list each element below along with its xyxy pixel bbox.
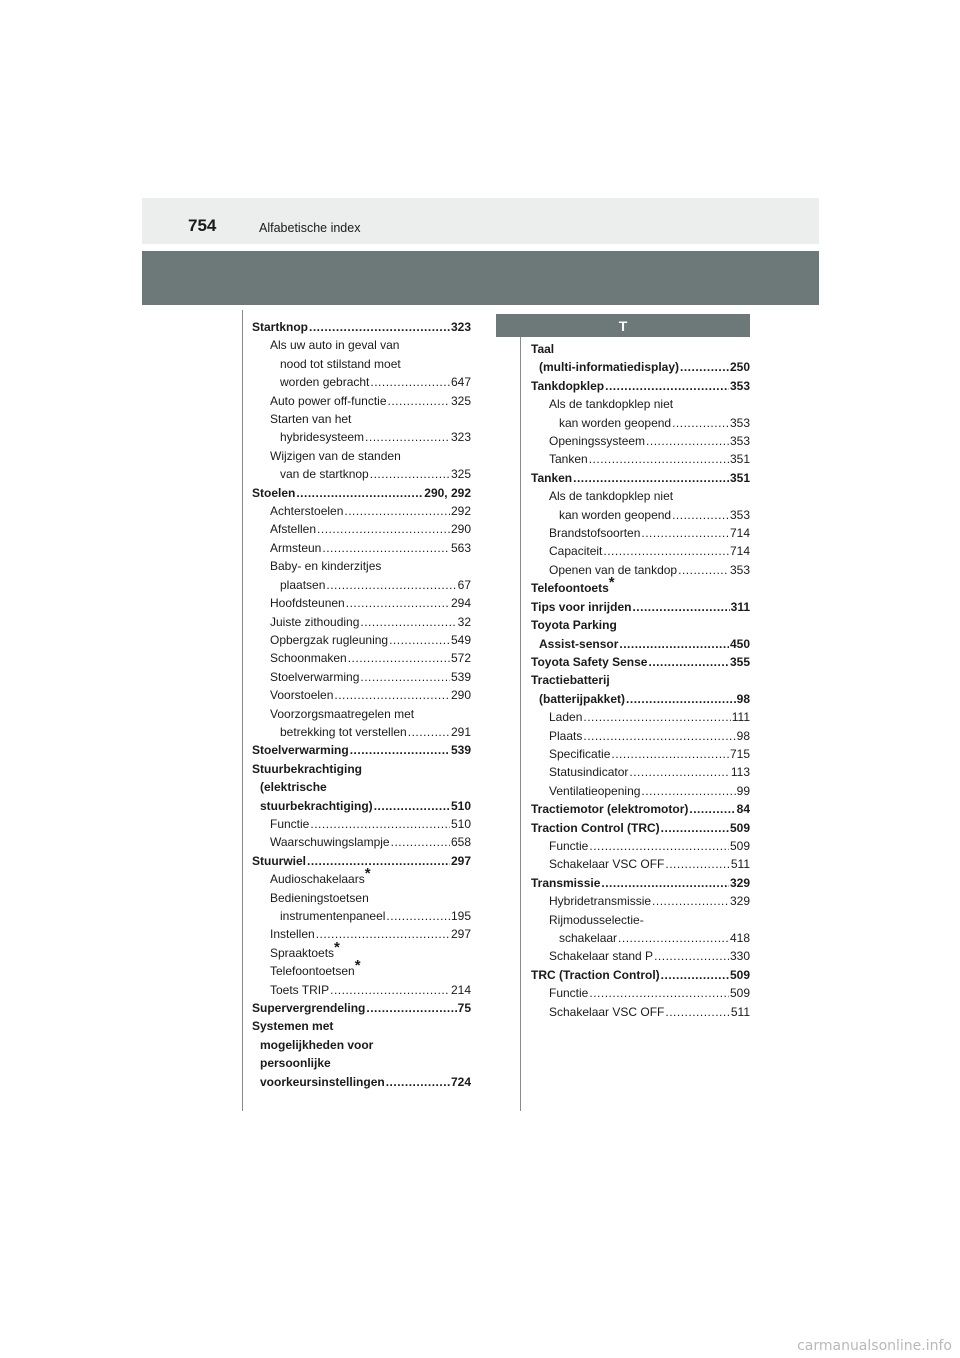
index-entry: [531, 635, 750, 653]
dot-leader: [678, 561, 729, 579]
dot-leader: [573, 469, 729, 487]
index-term: TRC (Traction Control): [531, 967, 660, 982]
index-subentry: [531, 487, 750, 505]
index-subentry: [252, 981, 471, 999]
page-reference: 330: [729, 949, 750, 964]
index-entry: [252, 1073, 471, 1091]
index-subentry: [252, 649, 471, 667]
index-term: hybridesysteem: [280, 430, 365, 445]
index-subentry: [531, 745, 750, 763]
index-term: plaatsen: [280, 577, 326, 592]
index-entry: [531, 874, 750, 892]
index-entry: [531, 819, 750, 837]
dot-leader: [334, 686, 450, 704]
index-term: Statusindicator: [549, 765, 629, 780]
dot-leader: [307, 852, 450, 870]
dot-leader: [641, 524, 729, 542]
index-subentry: [252, 705, 471, 723]
index-term: Audioschakelaars: [270, 872, 365, 887]
page-reference: 292: [450, 504, 471, 519]
index-subentry: [531, 727, 750, 745]
index-entry: [252, 999, 471, 1017]
page-reference: 290: [450, 522, 471, 537]
letter-heading-t: T: [496, 314, 750, 337]
index-subentry: [252, 925, 471, 943]
index-term: persoonlijke: [260, 1056, 331, 1071]
dot-leader: [360, 668, 450, 686]
index-term: Schakelaar VSC OFF: [549, 857, 665, 872]
index-subentry: [252, 956, 471, 980]
index-term: Schoonmaken: [270, 651, 347, 666]
index-subentry: [252, 520, 471, 538]
footnote-star-icon: *: [334, 938, 340, 956]
dot-leader: [370, 465, 450, 483]
index-term: Transmissie: [531, 875, 601, 890]
page-reference: 113: [730, 765, 750, 780]
index-subentry: [531, 506, 750, 524]
dot-leader: [680, 358, 729, 376]
index-subentry: [531, 542, 750, 560]
index-term: Tanken: [531, 470, 573, 485]
index-term: Toyota Parking: [531, 618, 617, 633]
index-term: Spraaktoets: [270, 945, 335, 960]
index-term: Brandstofsoorten: [549, 526, 641, 541]
index-subentry: [252, 392, 471, 410]
dot-leader: [603, 542, 729, 560]
page-reference: 509: [729, 838, 750, 853]
page-reference: 658: [450, 835, 471, 850]
dot-leader: [641, 782, 735, 800]
index-subentry: [531, 524, 750, 542]
index-entry: [252, 741, 471, 759]
index-subentry: [252, 864, 471, 888]
index-entry: [531, 358, 750, 376]
dot-leader: [648, 653, 728, 671]
index-entry: [531, 469, 750, 487]
index-entry: [252, 484, 471, 502]
page-reference: 250: [729, 360, 750, 375]
index-subentry: [252, 465, 471, 483]
index-term: Als uw auto in geval van: [270, 338, 400, 353]
index-subentry: [252, 833, 471, 851]
index-term: betrekking tot verstellen: [280, 724, 407, 739]
page-reference: 353: [729, 434, 750, 449]
page-reference: 291: [450, 724, 471, 739]
page-reference: 351: [729, 470, 750, 485]
index-entry: [252, 797, 471, 815]
index-term: Hybridetransmissie: [549, 894, 652, 909]
dot-leader: [661, 819, 729, 837]
index-subentry: [531, 561, 750, 579]
index-entry: [531, 671, 750, 689]
page-reference: 325: [450, 393, 471, 408]
dot-leader: [374, 797, 450, 815]
index-term: Schakelaar stand P: [549, 949, 654, 964]
index-subentry: [252, 594, 471, 612]
page-reference: 84: [736, 802, 750, 817]
page-reference: 323: [450, 430, 471, 445]
dot-leader: [583, 708, 730, 726]
index-subentry: [531, 947, 750, 965]
dot-leader: [689, 800, 735, 818]
page-reference: 290, 292: [424, 485, 471, 500]
index-subentry: [531, 911, 750, 929]
page-reference: 563: [450, 540, 471, 555]
index-term: Openingssysteem: [549, 434, 646, 449]
dot-leader: [661, 966, 729, 984]
index-subentry: [531, 892, 750, 910]
index-term: Voorstoelen: [270, 688, 334, 703]
page-reference: 297: [450, 927, 471, 942]
index-entry: [252, 1036, 471, 1054]
index-term: Stuurbekrachtiging: [252, 761, 363, 776]
index-entry: [531, 616, 750, 634]
index-subentry: [252, 576, 471, 594]
index-subentry: [252, 336, 471, 354]
index-term: Functie: [270, 816, 310, 831]
index-term: Assist-sensor: [539, 636, 619, 651]
dot-leader: [629, 763, 729, 781]
page-reference: 511: [730, 1004, 750, 1019]
index-entry: [252, 852, 471, 870]
index-subentry: [252, 889, 471, 907]
page-reference: 111: [731, 710, 750, 725]
index-term: mogelijkheden voor: [260, 1037, 374, 1052]
index-entry: [531, 340, 750, 358]
dot-leader: [665, 1003, 729, 1021]
index-subentry: [531, 929, 750, 947]
index-subentry: [252, 686, 471, 704]
page-reference: 214: [450, 982, 471, 997]
index-entry: [252, 318, 471, 336]
index-subentry: [252, 355, 471, 373]
index-term: Traction Control (TRC): [531, 820, 660, 835]
index-subentry: [252, 668, 471, 686]
watermark: carmanualsonline.info: [797, 1338, 952, 1354]
index-entry: [531, 653, 750, 671]
page-reference: 353: [729, 378, 750, 393]
page-reference: 67: [457, 577, 471, 592]
page-reference: 98: [736, 691, 750, 706]
index-term: Achterstoelen: [270, 504, 344, 519]
dot-leader: [626, 690, 736, 708]
index-entry: [252, 778, 471, 796]
index-subentry: [531, 1003, 750, 1021]
dot-leader: [370, 373, 450, 391]
index-term: Juiste zithouding: [270, 614, 360, 629]
index-term: voorkeursinstellingen: [260, 1074, 385, 1089]
index-subentry: [252, 815, 471, 833]
index-term: Wijzigen van de standen: [270, 448, 401, 463]
dot-leader: [309, 318, 450, 336]
index-subentry: [531, 395, 750, 413]
page-reference: 539: [450, 743, 471, 758]
index-term: Waarschuwingslampje: [270, 835, 390, 850]
index-entry: [531, 800, 750, 818]
index-term: Ventilatieopening: [549, 783, 641, 798]
page-reference: 323: [450, 320, 471, 334]
page-reference: 539: [450, 669, 471, 684]
page-reference: 510: [450, 816, 471, 831]
index-subentry: [531, 414, 750, 432]
index-term: Functie: [549, 986, 589, 1001]
dot-leader: [350, 741, 450, 759]
index-term: Stoelverwarming: [270, 669, 360, 684]
header-band: [142, 198, 819, 244]
dot-leader: [391, 833, 450, 851]
index-term: kan worden geopend: [559, 415, 672, 430]
index-subentry: [531, 855, 750, 873]
index-subentry: [252, 373, 471, 391]
page-reference: 509: [729, 986, 750, 1001]
dot-leader: [366, 999, 456, 1017]
index-term: Laden: [549, 710, 583, 725]
index-term: Auto power off-functie: [270, 393, 387, 408]
footnote-star-icon: *: [354, 956, 361, 974]
index-entry: [531, 377, 750, 395]
index-entry: [531, 598, 750, 616]
index-subentry: [531, 432, 750, 450]
dot-leader: [296, 484, 423, 502]
index-term: (batterijpakket): [539, 691, 626, 706]
dot-leader: [389, 631, 450, 649]
index-subentry: [531, 708, 750, 726]
page-reference: 510: [450, 798, 471, 813]
page-reference: 99: [736, 783, 750, 798]
index-subentry: [252, 557, 471, 575]
dot-leader: [618, 929, 729, 947]
dot-leader: [646, 432, 729, 450]
index-term: Stoelen: [252, 485, 296, 500]
index-subentry: [252, 938, 471, 962]
index-term: Functie: [549, 838, 589, 853]
index-term: Telefoontoets: [531, 581, 609, 596]
dot-leader: [665, 855, 729, 873]
index-term: Voorzorgsmaatregelen met: [270, 706, 415, 721]
section-title: Alfabetische index: [259, 221, 361, 235]
middle-column-divider: [520, 337, 521, 1111]
dot-leader: [386, 1073, 450, 1091]
index-term: Toets TRIP: [270, 982, 330, 997]
page-reference: 355: [729, 654, 750, 669]
page-reference: 353: [729, 507, 750, 522]
page-reference: 329: [729, 894, 750, 909]
page-reference: 418: [729, 931, 750, 945]
page-reference: 715: [729, 746, 750, 761]
page-reference: 290: [450, 688, 471, 703]
page-reference: 509: [729, 820, 750, 835]
index-term: Baby- en kinderzitjes: [270, 559, 382, 574]
index-term: Startknop: [252, 320, 309, 334]
dot-leader: [605, 377, 729, 395]
index-term: Bedieningstoetsen: [270, 890, 369, 905]
index-subentry: [531, 450, 750, 468]
page-reference: 511: [730, 857, 750, 872]
index-term: Specificatie: [549, 746, 611, 761]
dot-leader: [601, 874, 729, 892]
page-reference: 714: [729, 544, 750, 559]
index-term: Rijmodusselectie-: [549, 912, 644, 927]
index-term: Toyota Safety Sense: [531, 654, 648, 669]
index-term: Opbergzak rugleuning: [270, 632, 389, 647]
index-term: Plaats: [549, 728, 583, 743]
index-term: Tanken: [549, 452, 588, 467]
dot-leader: [652, 892, 729, 910]
index-entry: [252, 1054, 471, 1072]
page-reference: 329: [729, 875, 750, 890]
dot-leader: [672, 506, 729, 524]
index-term: Armsteun: [270, 540, 322, 555]
page-reference: 353: [729, 415, 750, 430]
page-reference: 325: [450, 467, 471, 482]
right-index-column: [531, 340, 750, 1021]
header-dark-band: [142, 251, 819, 305]
index-entry: [531, 966, 750, 984]
index-term: Tractiebatterij: [531, 673, 610, 688]
index-subentry: [252, 502, 471, 520]
index-term: Starten van het: [270, 412, 352, 427]
index-term: nood tot stilstand moet: [280, 356, 401, 371]
left-index-column: [252, 318, 471, 1091]
page-reference: 647: [450, 375, 471, 390]
dot-leader: [632, 598, 729, 616]
page-reference: 714: [729, 526, 750, 541]
dot-leader: [326, 576, 456, 594]
page-number: 754: [188, 216, 217, 235]
page-reference: 294: [450, 596, 471, 611]
dot-leader: [583, 727, 735, 745]
dot-leader: [408, 723, 450, 741]
footnote-star-icon: *: [364, 864, 371, 882]
dot-leader: [317, 520, 450, 538]
index-entry: [531, 690, 750, 708]
index-term: schakelaar: [559, 931, 618, 945]
dot-leader: [344, 502, 450, 520]
index-subentry: [252, 631, 471, 649]
index-term: Capaciteit: [549, 544, 603, 559]
page-reference: 351: [729, 452, 750, 467]
dot-leader: [672, 414, 729, 432]
index-subentry: [252, 447, 471, 465]
page-reference: 311: [730, 599, 750, 614]
dot-leader: [611, 745, 729, 763]
dot-leader: [619, 635, 729, 653]
page-reference: 32: [457, 614, 471, 629]
page-reference: 724: [450, 1074, 471, 1089]
page-reference: 353: [729, 562, 750, 577]
index-subentry: [252, 723, 471, 741]
dot-leader: [322, 539, 450, 557]
index-subentry: [252, 613, 471, 631]
page-reference: 75: [457, 1001, 471, 1016]
index-entry: [252, 1017, 471, 1035]
dot-leader: [348, 649, 450, 667]
index-term: Tankdopklep: [531, 378, 605, 393]
page-reference: 572: [450, 651, 471, 666]
index-term: instrumentenpaneel: [280, 909, 386, 923]
index-term: (multi-informatiedisplay): [539, 360, 680, 375]
left-column-divider: [242, 310, 243, 1111]
index-term: Systemen met: [252, 1019, 334, 1034]
index-term: Supervergrendeling: [252, 1001, 366, 1016]
index-subentry: [252, 428, 471, 446]
dot-leader: [330, 981, 450, 999]
index-term: stuurbekrachtiging): [260, 798, 373, 813]
index-subentry: [252, 539, 471, 557]
index-subentry: [531, 837, 750, 855]
dot-leader: [386, 907, 450, 925]
index-subentry: [531, 984, 750, 1002]
dot-leader: [310, 815, 450, 833]
index-term: Instellen: [270, 927, 315, 942]
index-term: Tractiemotor (elektromotor): [531, 802, 689, 817]
index-term: (elektrische: [260, 780, 327, 795]
index-term: Taal: [531, 342, 555, 356]
index-term: Openen van de tankdop: [549, 562, 678, 577]
index-term: Tips voor inrijden: [531, 599, 632, 614]
index-subentry: [252, 410, 471, 428]
dot-leader: [589, 450, 729, 468]
page-reference: 450: [729, 636, 750, 651]
index-subentry: [531, 782, 750, 800]
dot-leader: [589, 837, 729, 855]
index-term: Als de tankdopklep niet: [549, 489, 674, 504]
dot-leader: [365, 428, 450, 446]
index-subentry: [531, 763, 750, 781]
index-entry: [531, 574, 750, 597]
page-reference: 509: [729, 967, 750, 982]
index-subentry: [252, 907, 471, 925]
index-entry: [252, 760, 471, 778]
dot-leader: [360, 613, 456, 631]
page-reference: 297: [450, 853, 471, 868]
index-term: Hoofdsteunen: [270, 596, 345, 611]
index-term: Schakelaar VSC OFF: [549, 1004, 665, 1019]
index-term: Stuurwiel: [252, 853, 307, 868]
footnote-star-icon: *: [608, 574, 615, 592]
page-reference: 195: [450, 909, 471, 923]
dot-leader: [589, 984, 729, 1002]
page-reference: 98: [736, 728, 750, 743]
dot-leader: [388, 392, 450, 410]
index-term: Als de tankdopklep niet: [549, 397, 674, 412]
page-reference: 549: [450, 632, 471, 647]
index-term: Stoelverwarming: [252, 743, 349, 758]
index-term: Afstellen: [270, 522, 317, 537]
index-term: van de startknop: [280, 467, 369, 482]
index-term: worden gebracht: [280, 375, 370, 390]
index-term: Telefoontoetsen: [270, 964, 355, 979]
dot-leader: [346, 594, 450, 612]
index-term: kan worden geopend: [559, 507, 672, 522]
dot-leader: [654, 947, 729, 965]
